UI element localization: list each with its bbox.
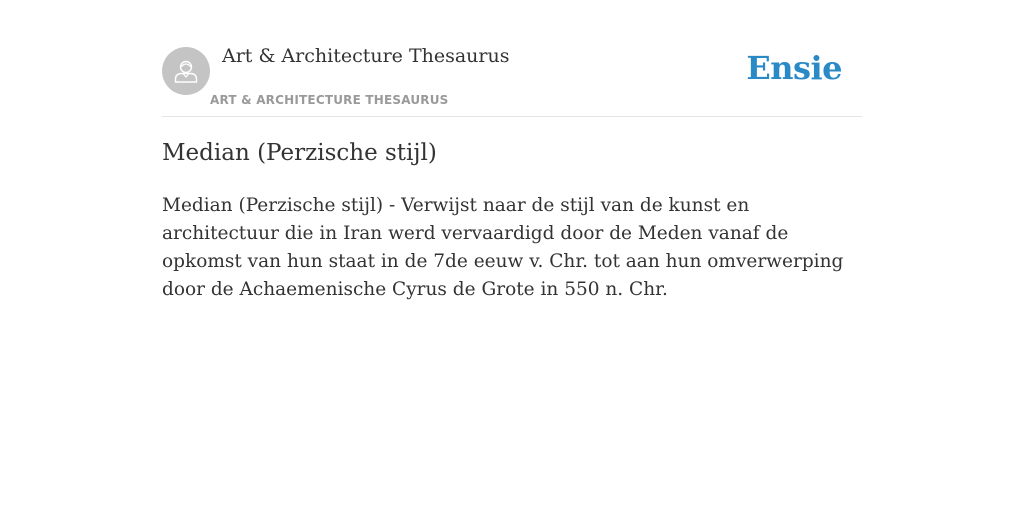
author-avatar[interactable]: [162, 47, 210, 95]
source-label[interactable]: ART & ARCHITECTURE THESAURUS: [210, 93, 449, 107]
main-content: [162, 0, 862, 300]
user-icon: [172, 57, 200, 85]
ensie-logo[interactable]: Ensie: [746, 49, 842, 87]
entry-body: Median (Perzische stijl) - Verwijst naar de stijl van de kunst en architectuur die in Iran werd vervaardigd door de Meden vanaf de opkomst van hun staat in de 7de eeuw v. Chr. tot aan hun omverwerping door de Achaemenische Cyrus de Grote in 550 n. Chr.: [162, 195, 844, 300]
author-name[interactable]: Art & Architecture Thesaurus: [222, 45, 510, 67]
entry-title: Median (Perzische stijl): [162, 140, 437, 166]
entry-header: [162, 0, 862, 117]
